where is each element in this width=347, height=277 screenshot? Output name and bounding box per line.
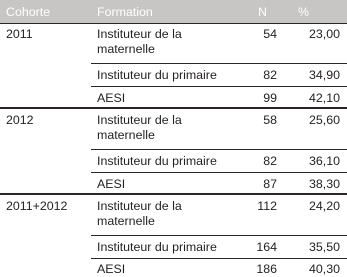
formation-cell-line2: maternelle [97,42,155,56]
header-n: N [258,5,267,19]
row-divider [91,172,347,173]
n-cell: 186 [256,262,277,276]
group-divider [0,107,347,109]
formation-cell: Instituteur du primaire [97,68,217,82]
n-cell: 99 [263,91,277,105]
n-cell: 112 [257,199,277,213]
header-formation: Formation [97,5,153,19]
pct-cell: 23,00 [308,27,340,41]
cohort-label: 2011 [6,27,33,41]
row-divider [91,235,347,236]
pct-cell: 40,30 [308,262,340,276]
pct-cell: 36,10 [308,154,340,168]
cohort-label: 2012 [6,113,34,127]
group-divider [0,193,347,195]
formation-cell: AESI [97,91,126,105]
row-divider [91,86,347,87]
formation-cell-line2: maternelle [97,128,155,142]
formation-cell-line2: maternelle [97,214,155,228]
row-divider [91,63,347,64]
n-cell: 54 [263,27,277,41]
header-pct: % [298,5,310,19]
formation-cell: AESI [97,177,126,191]
formation-cell: Instituteur de la [97,27,182,41]
cohort-label: 2011+2012 [6,199,68,213]
header-cohort: Cohorte [6,5,51,19]
row-divider [91,258,347,259]
n-cell: 164 [256,240,277,254]
row-divider [91,149,347,150]
n-cell: 82 [263,68,277,82]
n-cell: 58 [263,113,277,127]
formation-cell: Instituteur du primaire [97,154,217,168]
pct-cell: 35,50 [308,240,340,254]
formation-cell: AESI [97,262,126,276]
pct-cell: 38,30 [308,177,340,191]
pct-cell: 42,10 [308,91,340,105]
formation-cell: Instituteur du primaire [97,240,217,254]
pct-cell: 34,90 [308,68,340,82]
n-cell: 82 [263,154,277,168]
table-header [0,0,347,23]
formation-cell: Instituteur de la [97,199,182,213]
pct-cell: 24,20 [308,199,340,213]
header-rule [0,23,347,24]
n-cell: 87 [263,177,277,191]
formation-cell: Instituteur de la [97,113,182,127]
pct-cell: 25,60 [308,113,340,127]
